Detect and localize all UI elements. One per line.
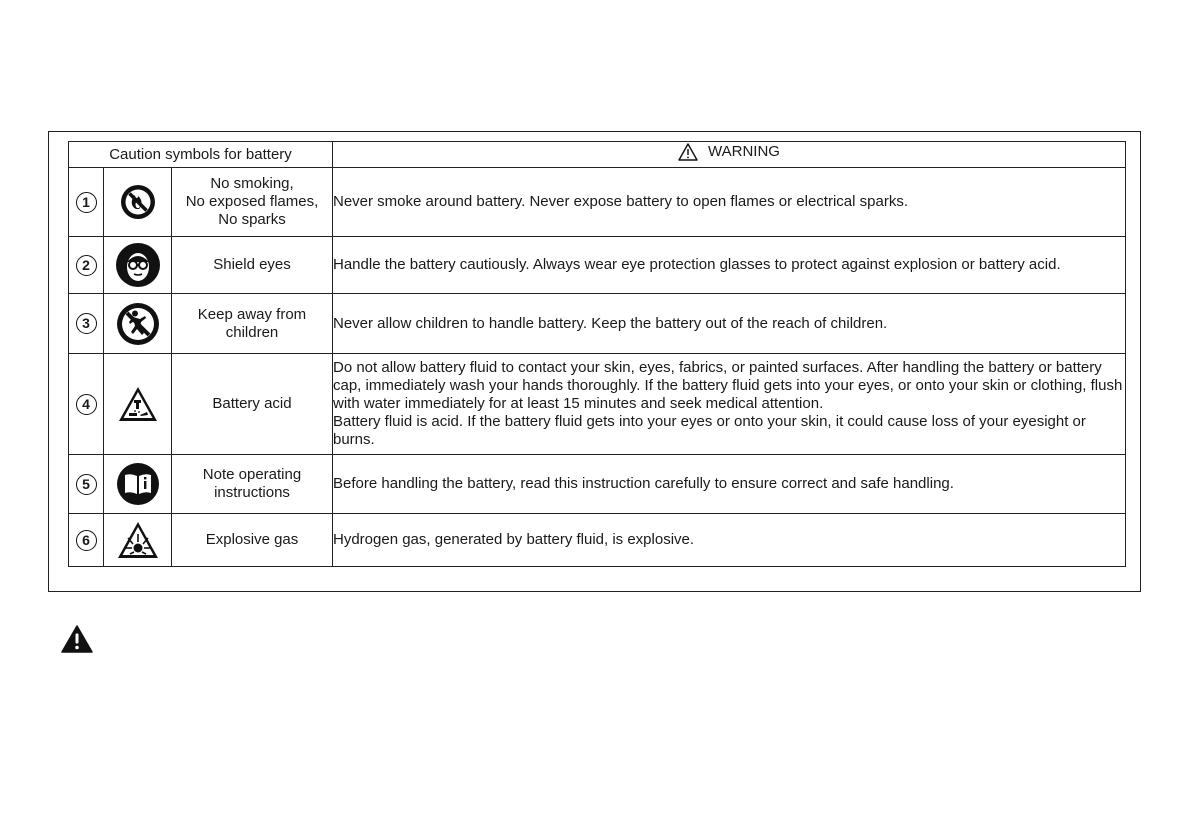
symbol-label: Battery acid bbox=[172, 354, 333, 455]
row-number: 2 bbox=[76, 255, 97, 276]
warning-triangle-icon bbox=[61, 625, 93, 653]
symbols-column-header: Caution symbols for battery bbox=[69, 142, 333, 168]
table-row bbox=[69, 168, 1126, 237]
warning-text: Before handling the battery, read this instruction carefully to ensure correct and safe handling. bbox=[333, 455, 1126, 514]
table-row bbox=[69, 294, 1126, 354]
warning-text: Hydrogen gas, generated by battery fluid, is explosive. bbox=[333, 514, 1126, 567]
table-row bbox=[69, 354, 1126, 455]
warning-text: Handle the battery cautiously. Always wear eye protection glasses to protect against explosion or battery acid. bbox=[333, 237, 1126, 294]
symbol-label: Explosive gas bbox=[172, 514, 333, 567]
warning-text: Never smoke around battery. Never expose battery to open flames or electrical sparks. bbox=[333, 168, 1126, 237]
symbol-label: No smoking, No exposed flames, No sparks bbox=[172, 168, 333, 237]
symbol-label: Keep away from children bbox=[172, 294, 333, 354]
shield-eyes-icon bbox=[115, 242, 161, 288]
table-row bbox=[69, 514, 1126, 567]
warning-triangle-icon bbox=[678, 143, 698, 161]
row-number: 4 bbox=[76, 394, 97, 415]
battery-acid-icon bbox=[118, 386, 158, 422]
warning-column-header bbox=[333, 142, 1126, 168]
row-number: 6 bbox=[76, 530, 97, 551]
explosive-gas-icon bbox=[117, 521, 159, 559]
caution-table bbox=[68, 141, 1126, 567]
warning-text: Never allow children to handle battery. Keep the battery out of the reach of children. bbox=[333, 294, 1126, 354]
table-row bbox=[69, 237, 1126, 294]
no-smoking-icon bbox=[120, 184, 156, 220]
keep-away-children-icon bbox=[116, 302, 160, 346]
table-header-row bbox=[69, 142, 1126, 168]
operating-instructions-icon bbox=[116, 462, 160, 506]
row-number: 5 bbox=[76, 474, 97, 495]
table-row bbox=[69, 455, 1126, 514]
warning-title: WARNING bbox=[708, 143, 780, 160]
warning-text: Do not allow battery fluid to contact your skin, eyes, fabrics, or painted surfaces. After handling the battery or battery cap, immediately wash your hands thoroughly. If the battery fluid gets into your eyes, or onto your skin or clothing, flush with water immediately for at least 15 minutes and seek medical attention. Battery fluid is acid. If the battery fluid gets into your eyes or onto your skin, it could cause loss of your eyesight or burns. bbox=[333, 354, 1126, 455]
symbol-label: Shield eyes bbox=[172, 237, 333, 294]
row-number: 1 bbox=[76, 192, 97, 213]
symbol-label: Note operating instructions bbox=[172, 455, 333, 514]
row-number: 3 bbox=[76, 313, 97, 334]
